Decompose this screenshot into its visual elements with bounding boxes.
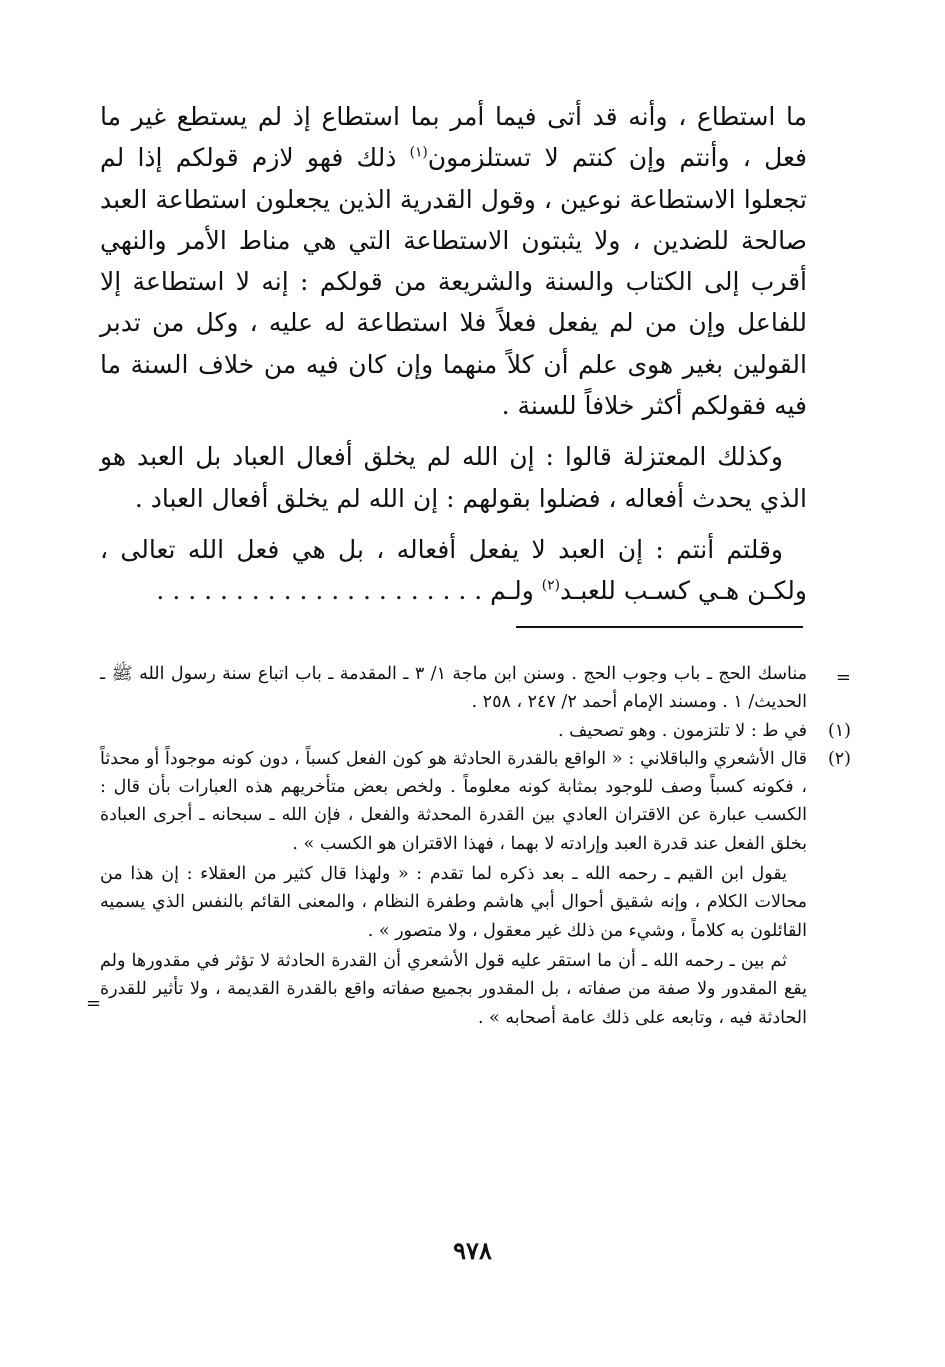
footnote-continued [100,660,851,717]
paragraph-1-text: ما استطاع ، وأنه قد أتى فيما أمر بما استطاع إذ لم يستطع غير ما فعل ، وأنتم وإن كنتم لا تستلزمون [100,102,808,173]
footnote-1-mark: (١) [827,720,851,741]
paragraph-1-rest: ذلك فهو لازم قولكم إذا لم تجعلوا الاستطاعة نوعين ، وقول القدرية الذين يجعلون استطاعة العبد صالحة للضدين ، ولا يثبتون الاستطاعة التي هي مناط الأمر والنهي أقرب إلى الكتاب والسنة والشريعة من قولكم : إنه لا استطاعة إلا للفاعل وإن من لم يفعل فعلاً فلا استطاعة له عليه ، وكل من تدبر القولين بغير هوى علم أن كلاً منهما وإن كان فيه من خلاف السنة ما فيه فقولكم أكثر خلافاً للسنة . [100,143,807,421]
paragraph-3-text: وقلتم أنتم : إن العبد لا يفعل أفعاله ، بل هي فعل الله تعالى ، ولكـن هـي كسـب للعبـد [100,534,807,606]
continuation-mark: = [835,667,851,688]
footnote-ref-2[interactable]: (٢) [541,577,560,594]
paragraph-1 [100,96,807,426]
footnote-separator [516,626,803,628]
footnote-1-text: في ط : لا تلتزمون . وهو تصحيف . [558,720,807,741]
footnote-2-paragraph-3: ثم بين ـ رحمه الله ـ أن ما استقر عليه قول الأشعري أن القدرة الحادثة لا تؤثر في مقدورها ولم يقع المقدور ولا صفة من صفاته ، بل المقدور بجميع صفاته واقع بالقدرة القديمة ، ولا تأثير للقدرة الحادثة فيه ، وتابعه على ذلك عامة أصحابه » . [100,950,807,1028]
paragraph-3-rest: ولـم . . . . . . . . . . . . . . . . . . . . . [156,576,542,606]
footnote-2-mark: (٢) [827,748,851,769]
footnotes [86,660,851,1032]
continues-mark: = [86,992,102,1014]
main-text [100,96,807,622]
footnote-2-text: قال الأشعري والباقلاني : « الواقع بالقدرة الحادثة هو كون الفعل كسباً ، دون كونه موجوداً أو محدثاً ، فكونه كسباً وصف للوجود بمثابة كونه معلوماً . ولخص بعض متأخريهم هذه العبارات بأن قال : الكسب عبارة عن الاقتران العادي بين القدرة المحدثة والفعل ، فإن الله ـ سبحانه ـ أجرى العبادة بخلق الفعل عند قدرة العبد وإرادته لا بهما ، فهذا الاقتران هو الكسب » . [100,748,807,854]
paragraph-2: وكذلك المعتزلة قالوا : إن الله لم يخلق أفعال العباد بل العبد هو الذي يحدث أفعاله ، فضلوا بقولهم : إن الله لم يخلق أفعال العباد . [100,442,807,513]
paragraph-3 [100,529,807,612]
footnote-2 [86,745,851,1032]
footnote-1 [100,717,851,745]
footnote-continued-text: مناسك الحج ـ باب وجوب الحج . وسنن ابن ماجة ١/ ٣ ـ المقدمة ـ باب اتباع سنة رسول الله ﷺ ـ الحديث/ ١ . ومسند الإمام أحمد ٢/ ٢٤٧ ، ٢٥٨ . [100,664,807,713]
footnote-2-paragraph-2: يقول ابن القيم ـ رحمه الله ـ بعد ذكره لما تقدم : « ولهذا قال كثير من العقلاء : إن هذا من محالات الكلام ، وإنه شقيق أحوال أبي هاشم وطفرة النظام ، والمعنى القائم بالنفس الذي يسميه القائلون به كلاماً ، وشيء من ذلك غير معقول ، ولا متصور » . [100,864,807,941]
footnote-ref-1[interactable]: (١) [409,144,428,161]
page-number: ٩٧٨ [453,1236,492,1265]
